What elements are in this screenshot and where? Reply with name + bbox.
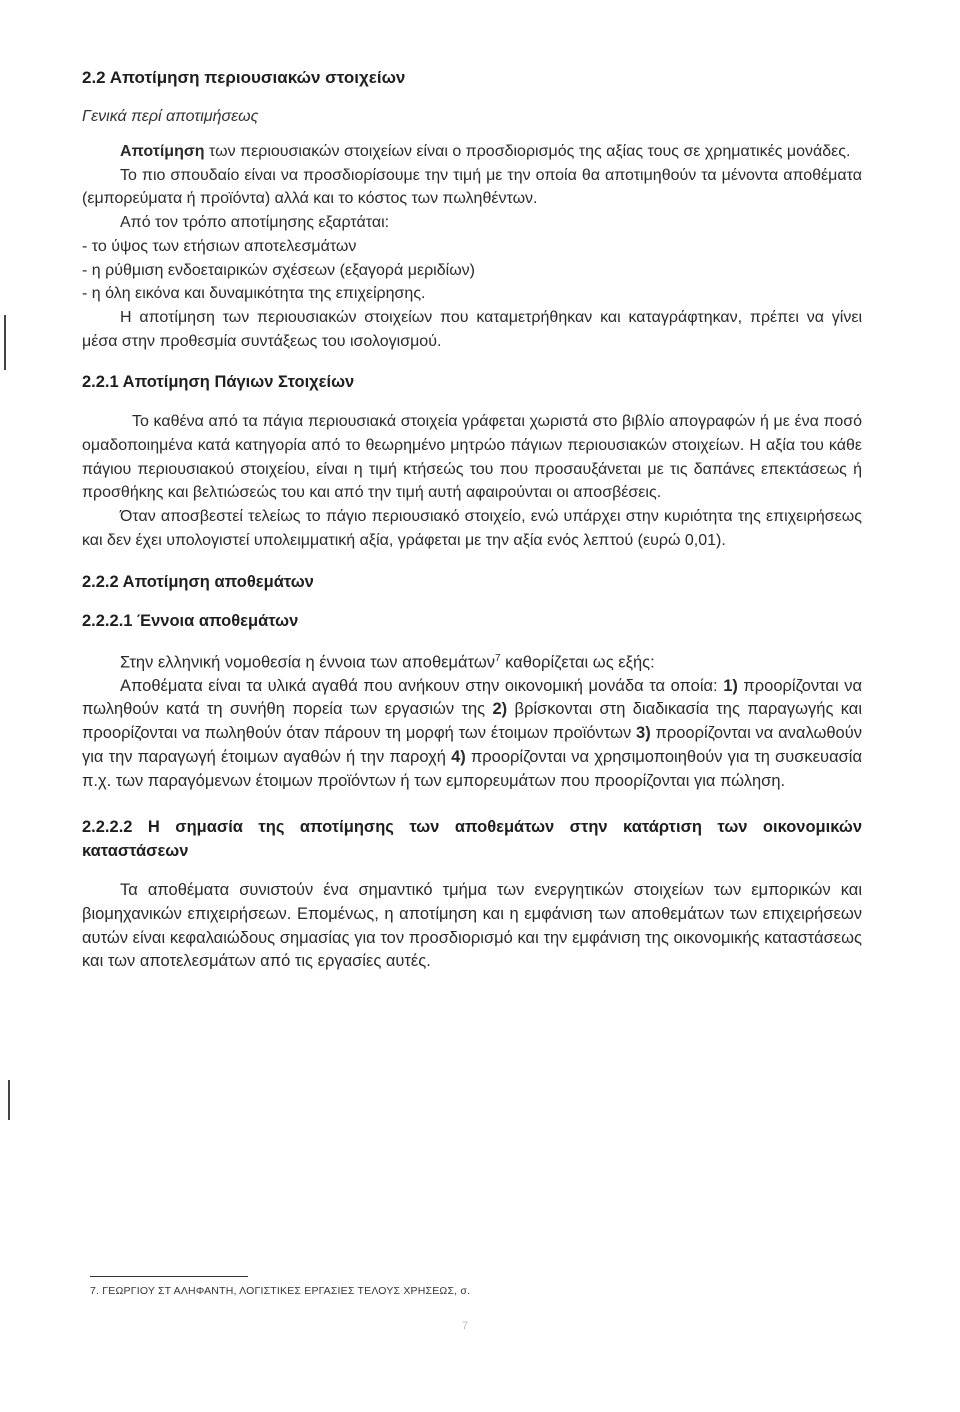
importance-paragraph: Τα αποθέματα συνιστούν ένα σημαντικό τμήμα των ενεργητικών στοιχείων των εμπορικών και βιομηχανικών επιχειρήσεων. Επομένως, η αποτίμηση και η εμφάνιση των αποθεμάτων των επιχειρήσεων αυτών είναι κεφαλαιώδους σημασίας για τον προσδιορισμό και την εμφάνιση της οικονομικής καταστάσεως και των αποτελεσμάτων από τις εργασίες αυτές. — [82, 881, 862, 971]
definition-paragraph — [82, 140, 862, 164]
subsection-heading: 2.2.2.1 Έννοια αποθεμάτων — [82, 611, 299, 630]
page-number: 7 — [462, 1320, 469, 1332]
list-item: - το ύψος των ετήσιων αποτελεσμάτων — [82, 237, 357, 255]
subsection-heading: 2.2.1 Αποτίμηση Πάγιων Στοιχείων — [82, 373, 355, 392]
list-item: - η ρύθμιση ενδοεταιρικών σχέσεων (εξαγορά μεριδίων) — [82, 261, 476, 279]
scan-margin-mark — [4, 315, 6, 370]
inventory-law-paragraph: Στην ελληνική νομοθεσία η έννοια των αποθεμάτων$^7$ καθορίζεται ως εξής: — [120, 652, 655, 672]
depreciated-paragraph: Όταν αποσβεστεί τελείως το πάγιο περιουσιακό στοιχείο, ενώ υπάρχει στην κυριότητα της επιχειρήσεως και δεν έχει υπολογιστεί υπολειμματική αξία, γράφεται με την αξία ενός λεπτού (ευρώ 0,01). — [82, 508, 862, 549]
inventory-definition-paragraph: Αποθέματα είναι τα υλικά αγαθά που ανήκουν στην οικονομική μονάδα τα οποία: 1) προορίζονται να πωληθούν κατά τη συνήθη πορεία των εργασιών της 2) βρίσκονται στη διαδικασία της παραγωγής και προορίζονται να πωληθούν όταν πάρουν τη μορφή των έτοιμων προϊόντων 3) προορίζονται να αναλωθούν για την παραγωγή έτοιμων αγαθών ή την παροχή 4) προορίζονται να χρησιμοποιηθούν για τη συσκευασία π.χ. των παραγόμενων έτοιμων προϊόντων ή των εμπορευμάτων που προορίζονται για πώληση. — [82, 676, 862, 790]
list-intro: Από τον τρόπο αποτίμησης εξαρτάται: — [120, 214, 390, 232]
section-subheading: Γενικά περί αποτιμήσεως — [82, 108, 259, 125]
valuation-paragraph: Το πιο σπουδαίο είναι να προσδιορίσουμε την τιμή με την οποία θα αποτιμηθούν τα μένοντα αποθέματα (εμπορεύματα ή προϊόντα) αλλά και το κόστος των πωληθέντων. — [82, 166, 862, 208]
section-heading: 2.2 Αποτίμηση περιουσιακών στοιχείων — [82, 68, 406, 87]
footnote: 7. ΓΕΩΡΓΙΟΥ ΣΤ ΑΛΗΦΑΝΤΗ, ΛΟΓΙΣΤΙΚΕΣ ΕΡΓΑΣΙΕΣ ΤΕΛΟΥΣ ΧΡΗΣΕΩΣ, σ. — [90, 1285, 471, 1297]
subsection-heading: 2.2.2.2 Η σημασία της αποτίμησης των αποθεμάτων στην κατάρτιση των οικονομικών καταστάσεων — [82, 818, 862, 861]
scan-margin-mark — [8, 1080, 10, 1120]
fixed-assets-paragraph: Το καθένα από τα πάγια περιουσιακά στοιχεία γράφεται χωριστά στο βιβλίο απογραφών ή με ένα ποσό ομαδοποιημένα κατά κατηγορία από το θεωρημένο μητρώο πάγιων περιουσιακών στοιχείων. Η αξία του κάθε πάγιου περιουσιακού στοιχείου, είναι η τιμή κτήσεώς του που προσαυξάνεται με τις δαπάνες επεκτάσεως ή προσθήκης και βελτιώσεώς του και από την τιμή αυτή αφαιρούνται οι αποσβέσεις. — [82, 413, 862, 502]
footnote-divider — [90, 1276, 248, 1277]
subsection-heading: 2.2.2 Αποτίμηση αποθεμάτων — [82, 572, 314, 591]
deadline-paragraph: Η αποτίμηση των περιουσιακών στοιχείων που καταμετρήθηκαν και καταγράφτηκαν, πρέπει να γίνει μέσα στην προθεσμία συντάξεως του ισολογισμού. — [82, 308, 862, 350]
footnote-ref: 7 — [494, 652, 501, 664]
list-item: - η όλη εικόνα και δυναμικότητα της επιχείρησης. — [82, 285, 426, 303]
definition-text: των περιουσιακών στοιχείων είναι ο προσδιορισμός της αξίας τους σε χρηματικές μονάδες. — [204, 143, 851, 160]
definition-term: Αποτίμηση — [120, 143, 205, 160]
document-page — [82, 68, 862, 974]
